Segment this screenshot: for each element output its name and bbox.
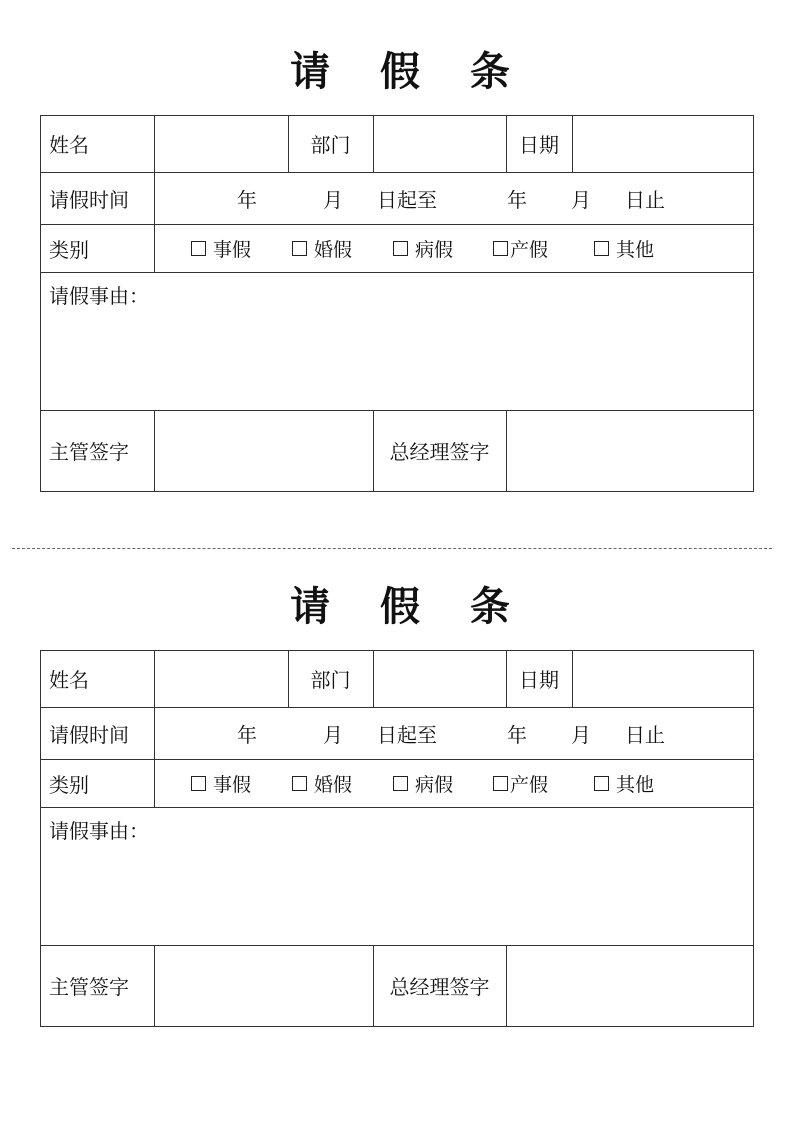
department-field[interactable] [374,116,506,172]
end-month-label: 月 [571,722,591,747]
category-maternity[interactable] [493,759,548,807]
reason-label: 请假事由： [49,819,149,843]
category-sick-label: 病假 [415,238,454,261]
checkbox-icon[interactable] [191,241,206,256]
category-personal-label: 事假 [213,238,252,261]
name-field[interactable] [155,651,288,707]
category-options [155,759,753,807]
department-label: 部门 [310,133,351,157]
date-field[interactable] [573,651,753,707]
reason-label: 请假事由： [49,284,149,308]
gm-signature-field[interactable] [507,411,753,491]
end-day-label: 日止 [625,722,665,747]
name-field[interactable] [155,116,288,172]
category-other[interactable] [594,759,654,807]
gm-signature-field[interactable] [507,946,753,1026]
supervisor-signature-field[interactable] [155,411,373,491]
supervisor-signature-field[interactable] [155,946,373,1026]
category-personal[interactable] [191,759,251,807]
gm-label: 总经理签字 [389,975,490,999]
supervisor-label: 主管签字 [49,975,129,999]
checkbox-icon[interactable] [493,241,508,256]
name-label: 姓名 [49,668,89,692]
category-marriage-label: 婚假 [314,773,353,796]
end-month-label: 月 [571,187,591,212]
date-label: 日期 [519,668,559,692]
category-label: 类别 [49,772,89,797]
start-day-label: 日起至 [377,187,437,212]
supervisor-label: 主管签字 [49,440,129,464]
category-personal[interactable] [191,224,251,272]
date-label: 日期 [519,133,559,157]
category-marriage[interactable] [292,759,352,807]
leave-time-field[interactable] [155,172,753,224]
checkbox-icon[interactable] [393,241,408,256]
gm-label: 总经理签字 [389,440,490,464]
category-maternity-label: 产假 [510,238,549,261]
start-year-label: 年 [237,187,257,212]
form-title: 请 假 条 [290,48,528,95]
category-marriage[interactable] [292,224,352,272]
leave-time-field[interactable] [155,707,753,759]
category-other-label: 其他 [616,773,655,796]
checkbox-icon[interactable] [292,241,307,256]
category-options [155,224,753,272]
end-day-label: 日止 [625,187,665,212]
checkbox-icon[interactable] [393,776,408,791]
name-label: 姓名 [49,133,89,157]
category-other-label: 其他 [616,238,655,261]
start-day-label: 日起至 [377,722,437,747]
leave-time-label: 请假时间 [49,722,129,747]
checkbox-icon[interactable] [292,776,307,791]
checkbox-icon[interactable] [493,776,508,791]
reason-field[interactable] [40,272,753,410]
end-year-label: 年 [507,187,527,212]
start-month-label: 月 [323,722,343,747]
category-maternity[interactable] [493,224,548,272]
category-label: 类别 [49,237,89,262]
date-field[interactable] [573,116,753,172]
leave-table [40,650,754,1027]
checkbox-icon[interactable] [191,776,206,791]
department-label: 部门 [310,668,351,692]
category-sick-label: 病假 [415,773,454,796]
category-sick[interactable] [393,224,453,272]
leave-table [40,115,754,492]
leave-time-label: 请假时间 [49,187,129,212]
form-title: 请 假 条 [290,583,528,630]
leave-form-1 [0,0,800,535]
checkbox-icon[interactable] [594,776,609,791]
category-personal-label: 事假 [213,773,252,796]
category-sick[interactable] [393,759,453,807]
reason-field[interactable] [40,807,753,945]
start-year-label: 年 [237,722,257,747]
end-year-label: 年 [507,722,527,747]
category-other[interactable] [594,224,654,272]
start-month-label: 月 [323,187,343,212]
department-field[interactable] [374,651,506,707]
category-maternity-label: 产假 [510,773,549,796]
checkbox-icon[interactable] [594,241,609,256]
category-marriage-label: 婚假 [314,238,353,261]
leave-form-2 [0,535,800,1070]
